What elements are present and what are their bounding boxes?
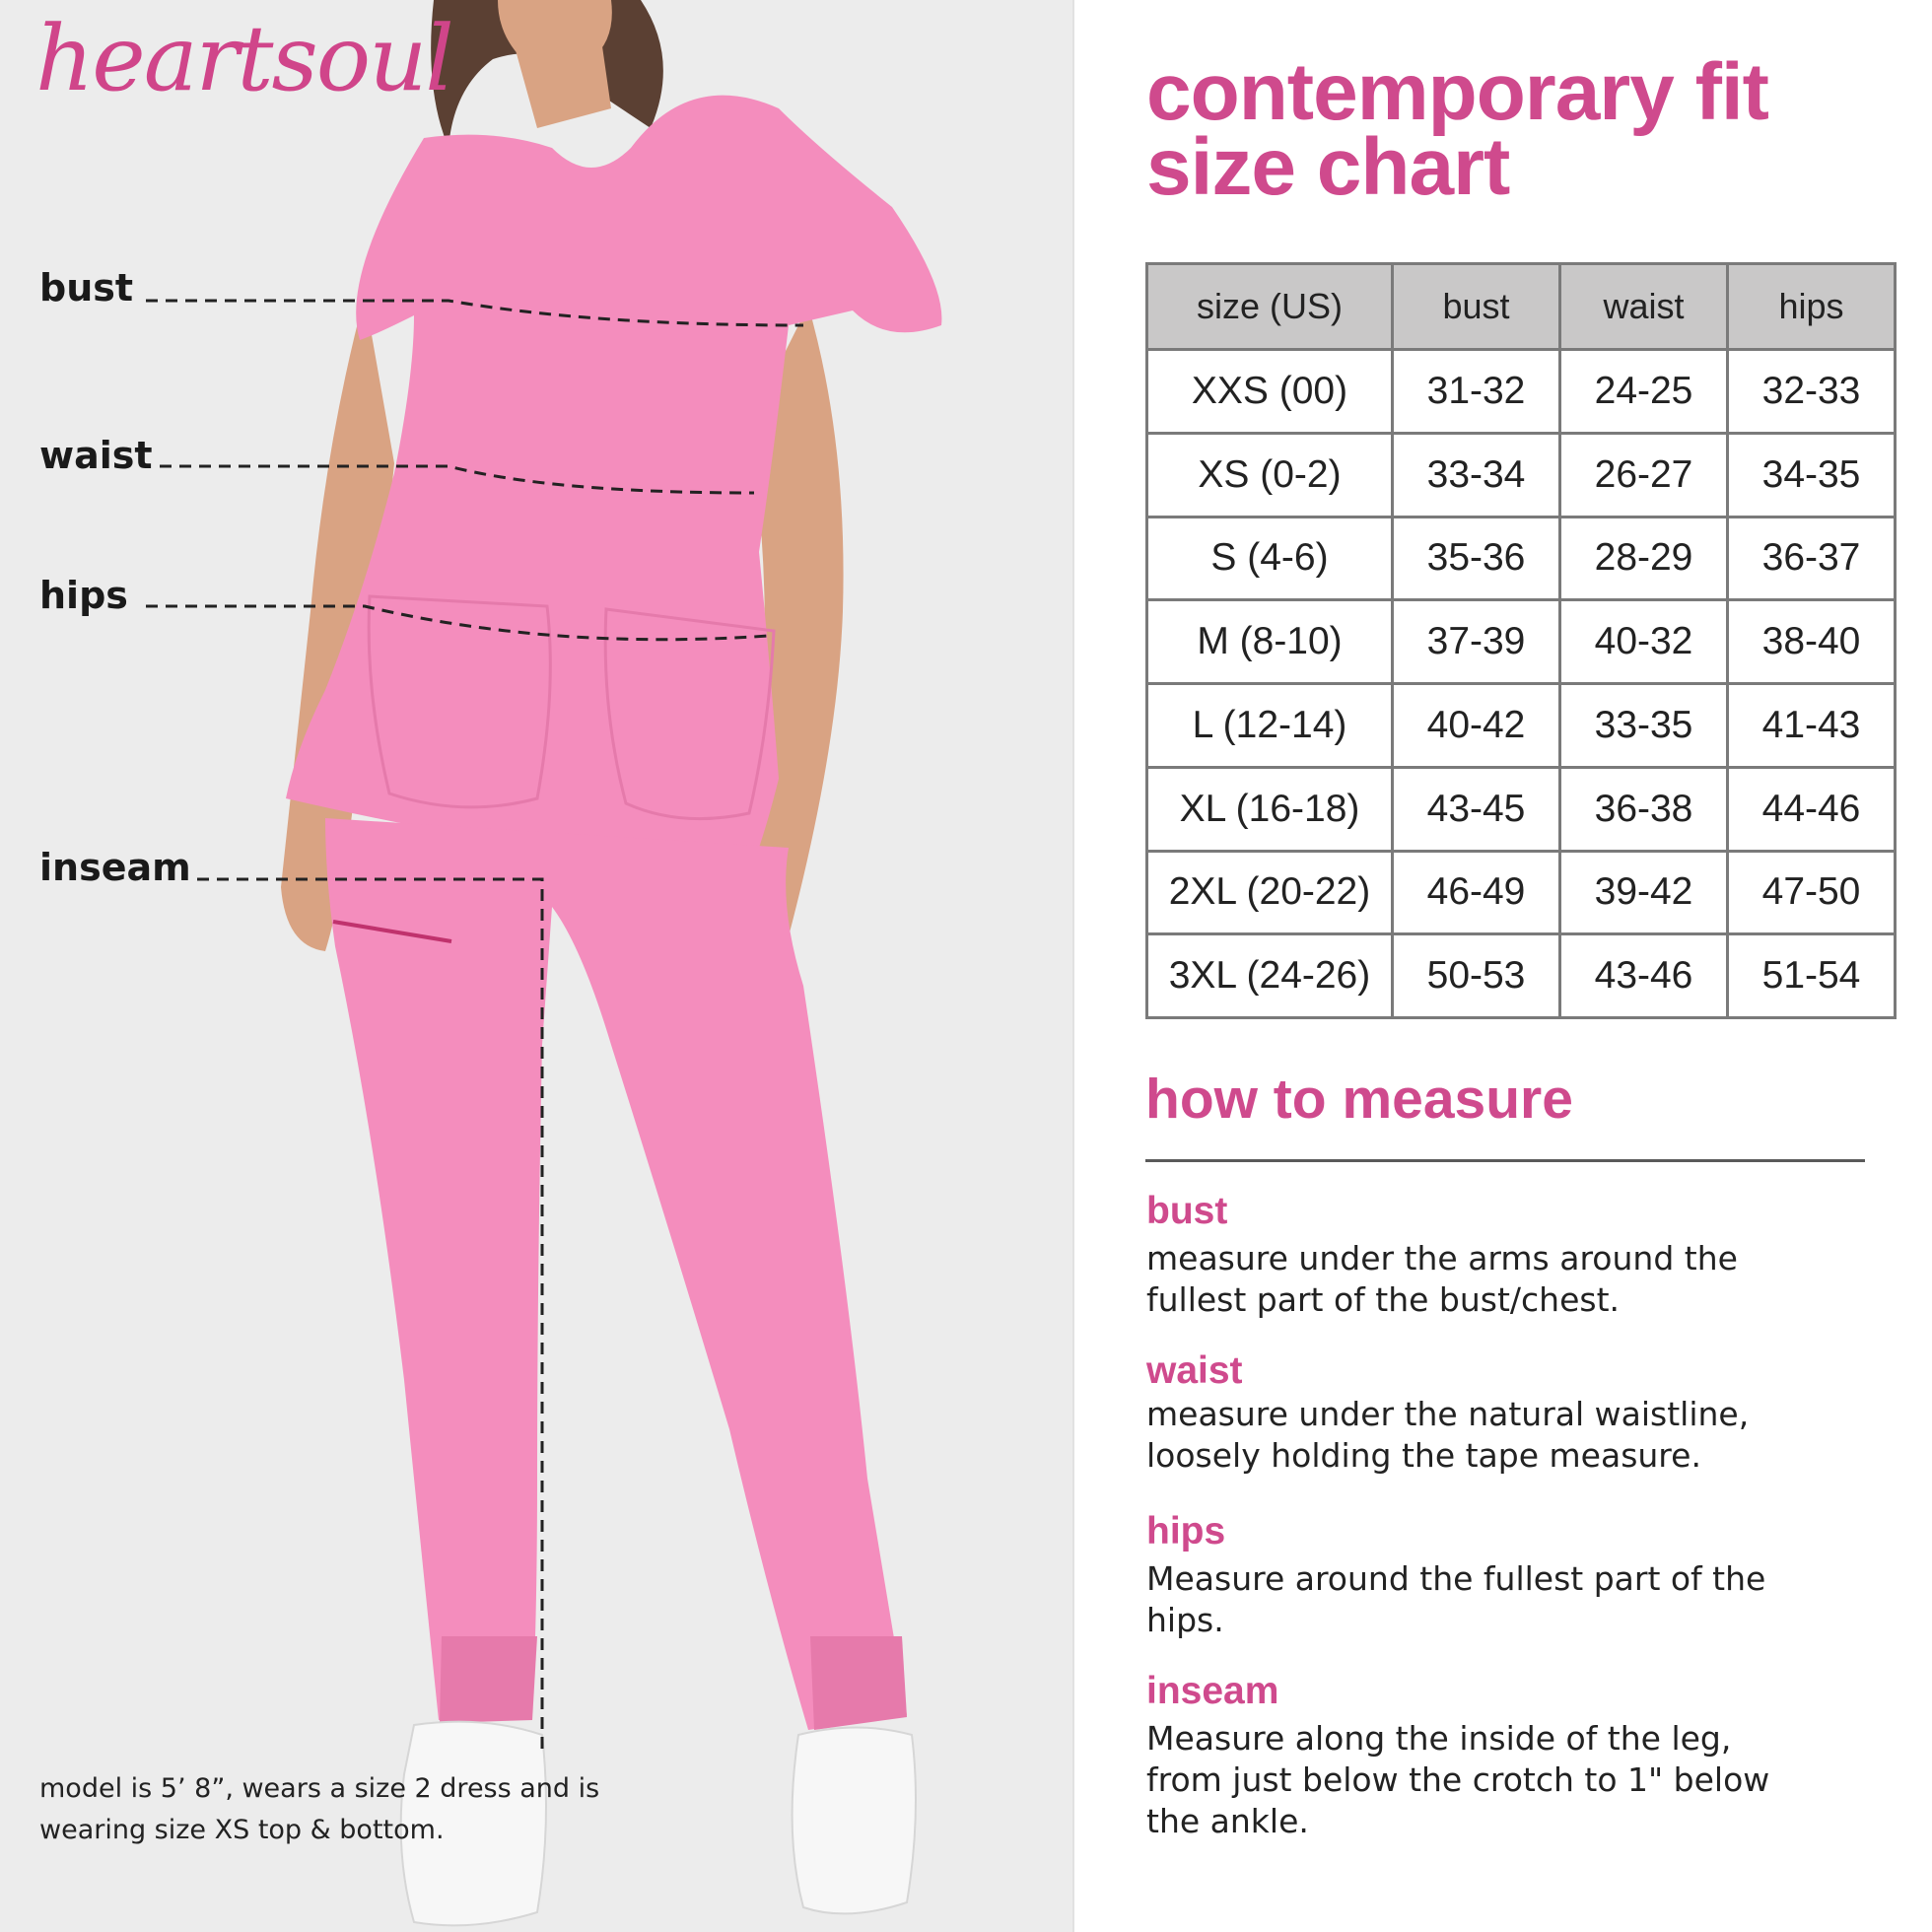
table-row (1147, 517, 1896, 600)
waist-cell: 43-46 (1560, 934, 1728, 1018)
panel-divider (1072, 0, 1074, 1932)
bust-cell: 35-36 (1393, 517, 1560, 600)
table-row (1147, 851, 1896, 934)
size-cell: XS (0-2) (1147, 433, 1393, 517)
waist-cell: 33-35 (1560, 684, 1728, 768)
how-to-measure-title: how to measure (1145, 1068, 1573, 1131)
size-cell: XXS (00) (1147, 350, 1393, 434)
section-rule (1145, 1159, 1865, 1162)
hips-cell: 51-54 (1728, 934, 1896, 1018)
measure-heading: waist (1146, 1349, 1243, 1392)
hips-cell: 38-40 (1728, 600, 1896, 684)
bust-cell: 50-53 (1393, 934, 1560, 1018)
hips-label: hips (39, 574, 132, 617)
header-size: size (US) (1147, 264, 1393, 350)
measure-text: measure under the natural waistline, loosely holding the tape measure. (1146, 1395, 1750, 1475)
measure-heading: hips (1146, 1510, 1226, 1552)
size-cell: 3XL (24-26) (1147, 934, 1393, 1018)
brand-logo: heartsoul (35, 6, 452, 111)
size-chart-table (1145, 262, 1897, 1019)
measure-heading: bust (1146, 1190, 1228, 1232)
size-cell: 2XL (20-22) (1147, 851, 1393, 934)
bust-cell: 37-39 (1393, 600, 1560, 684)
measure-item-bust (1146, 1189, 1876, 1321)
hips-cell: 32-33 (1728, 350, 1896, 434)
measure-item-waist (1146, 1348, 1876, 1477)
chart-title-line1: contemporary fit (1146, 47, 1768, 137)
measure-item-inseam (1146, 1669, 1876, 1842)
header-waist: waist (1560, 264, 1728, 350)
measure-heading: inseam (1146, 1670, 1279, 1712)
waist-cell: 24-25 (1560, 350, 1728, 434)
hips-cell: 47-50 (1728, 851, 1896, 934)
size-cell: M (8-10) (1147, 600, 1393, 684)
measure-text: measure under the arms around the fullest part of the bust/chest. (1146, 1239, 1738, 1319)
bust-cell: 40-42 (1393, 684, 1560, 768)
waist-cell: 26-27 (1560, 433, 1728, 517)
bust-cell: 33-34 (1393, 433, 1560, 517)
bust-label: bust (39, 266, 137, 310)
measure-text: Measure along the inside of the leg, from just below the crotch to 1" below the ankle. (1146, 1719, 1770, 1840)
table-row (1147, 600, 1896, 684)
waist-label: waist (39, 434, 157, 477)
size-cell: S (4-6) (1147, 517, 1393, 600)
hips-cell: 44-46 (1728, 767, 1896, 851)
table-row (1147, 433, 1896, 517)
chart-title (1146, 47, 1768, 212)
bust-cell: 31-32 (1393, 350, 1560, 434)
waist-cell: 36-38 (1560, 767, 1728, 851)
bust-cell: 46-49 (1393, 851, 1560, 934)
waist-cell: 28-29 (1560, 517, 1728, 600)
table-row (1147, 934, 1896, 1018)
size-cell: L (12-14) (1147, 684, 1393, 768)
table-row (1147, 684, 1896, 768)
measure-text: Measure around the fullest part of the hips. (1146, 1559, 1766, 1639)
waist-cell: 40-32 (1560, 600, 1728, 684)
header-hips: hips (1728, 264, 1896, 350)
size-cell: XL (16-18) (1147, 767, 1393, 851)
chart-title-line2: size chart (1146, 122, 1510, 212)
table-row (1147, 350, 1896, 434)
measure-item-hips (1146, 1509, 1876, 1641)
header-bust: bust (1393, 264, 1560, 350)
hips-cell: 41-43 (1728, 684, 1896, 768)
hips-cell: 34-35 (1728, 433, 1896, 517)
table-row (1147, 767, 1896, 851)
model-caption: model is 5’ 8”, wears a size 2 dress and is wearing size XS top & bottom. (39, 1773, 600, 1845)
inseam-label: inseam (39, 846, 195, 889)
table-header-row (1147, 264, 1896, 350)
bust-cell: 43-45 (1393, 767, 1560, 851)
waist-cell: 39-42 (1560, 851, 1728, 934)
hips-cell: 36-37 (1728, 517, 1896, 600)
